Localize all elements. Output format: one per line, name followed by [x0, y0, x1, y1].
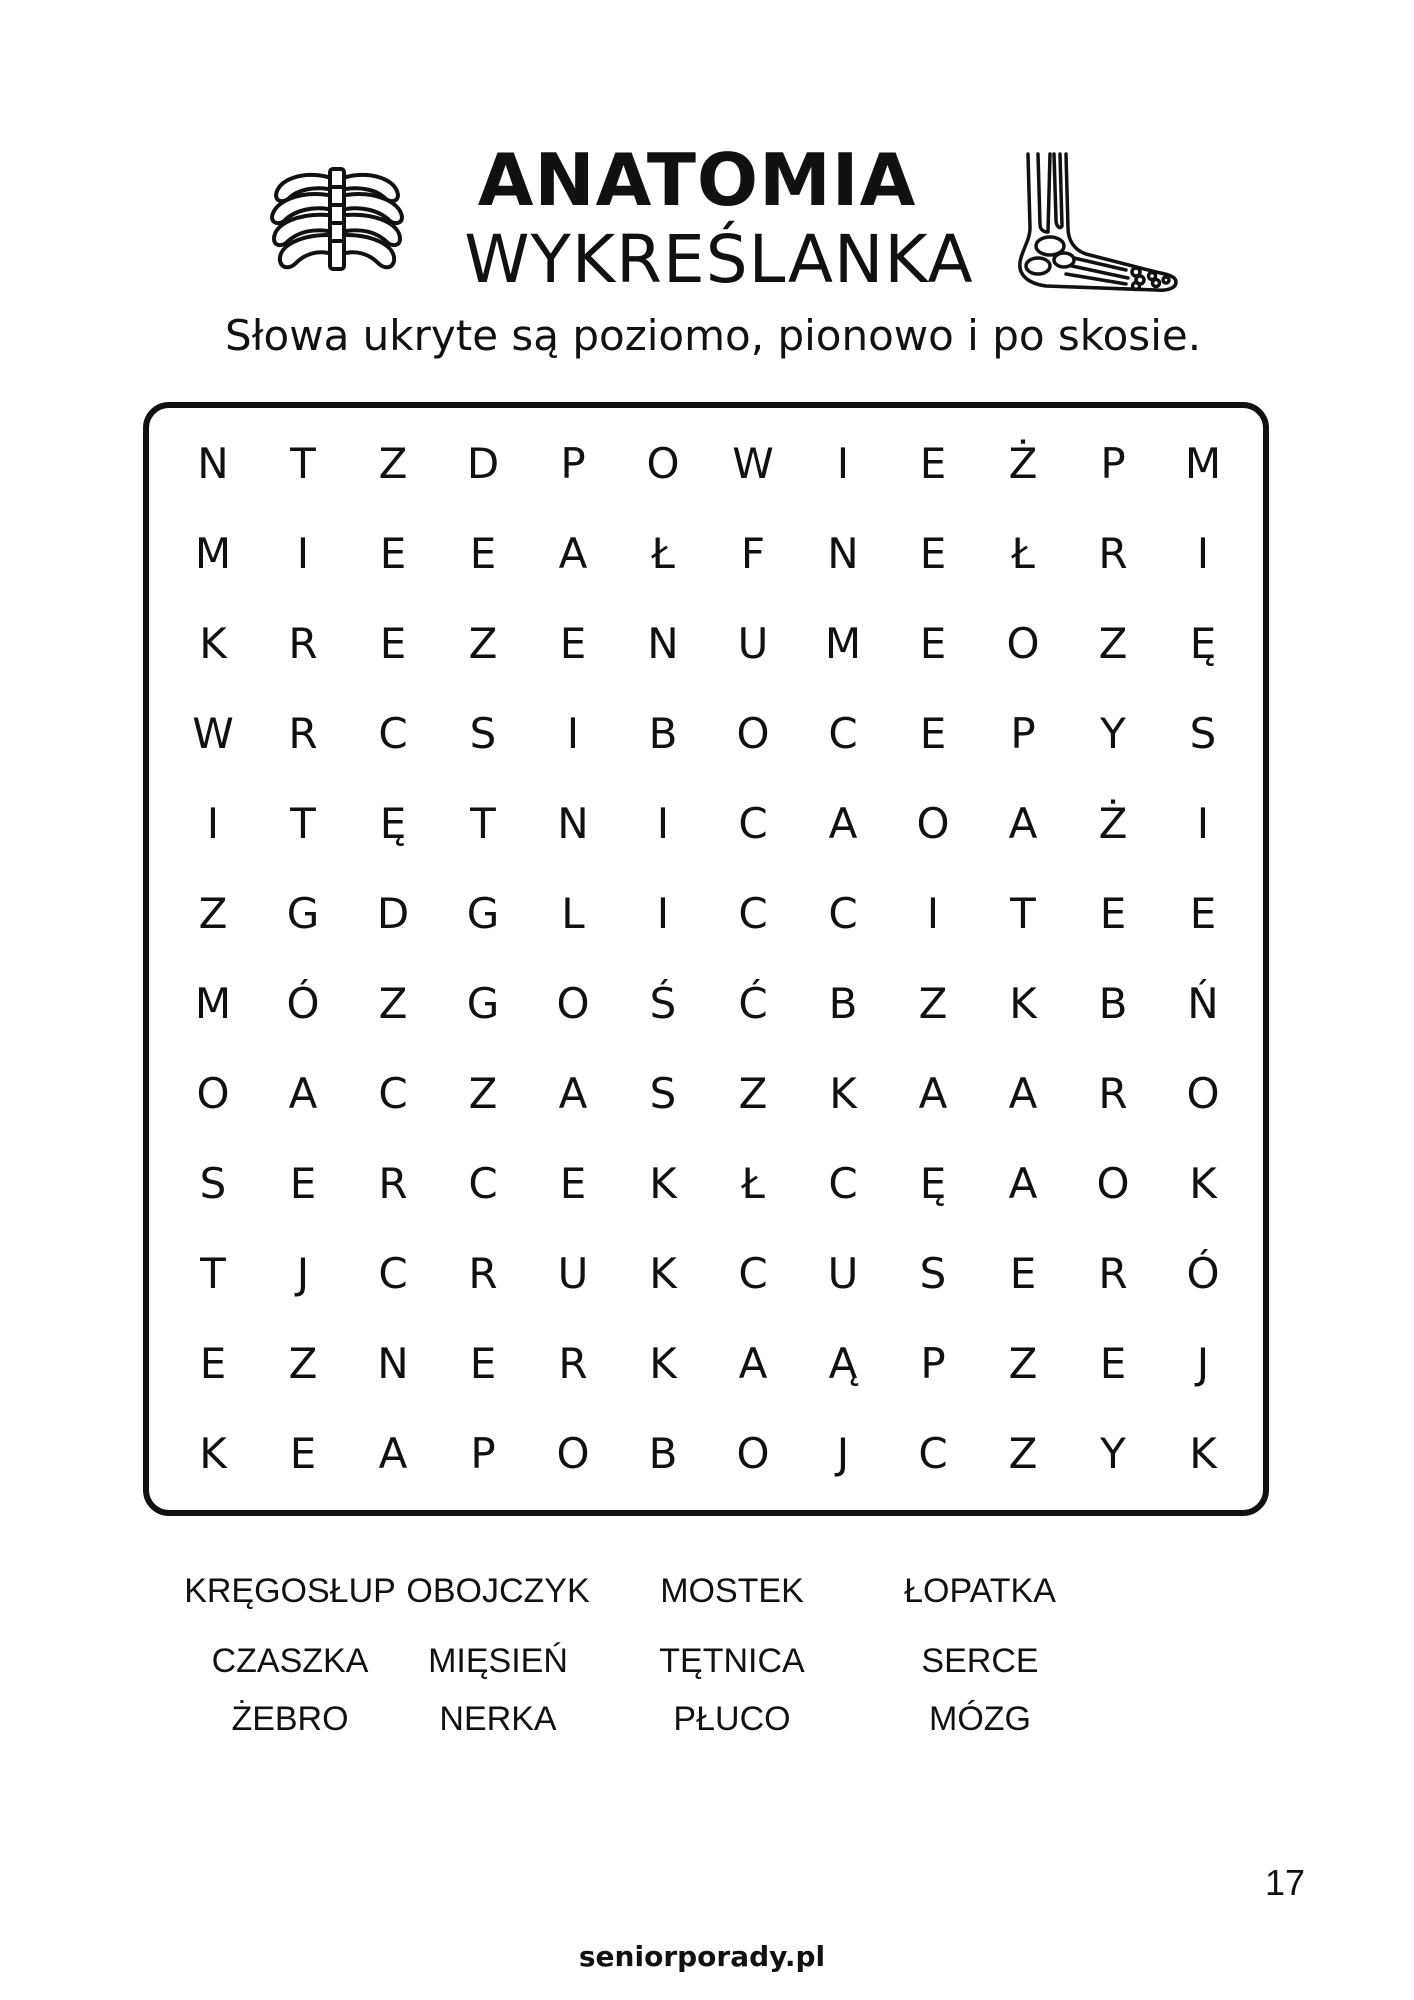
grid-letter[interactable]: C [738, 888, 768, 938]
grid-letter[interactable]: R [1098, 1248, 1128, 1298]
grid-letter[interactable]: Ę [379, 798, 407, 848]
word-to-find: NERKA [439, 1700, 557, 1738]
grid-letter[interactable]: M [824, 618, 862, 668]
grid-letter[interactable]: M [194, 528, 232, 578]
grid-letter[interactable]: I [656, 888, 670, 938]
grid-letter[interactable]: B [648, 1428, 678, 1478]
grid-letter[interactable]: A [828, 798, 858, 848]
grid-letter[interactable]: Ż [1008, 438, 1038, 488]
grid-letter[interactable]: K [1189, 1158, 1217, 1208]
word-to-find: OBOJCZYK [406, 1572, 590, 1610]
grid-letter[interactable]: Z [1008, 1428, 1038, 1478]
grid-letter[interactable]: Z [468, 618, 498, 668]
word-to-find: KRĘGOSŁUP [184, 1572, 396, 1610]
grid-letter[interactable]: A [288, 1068, 318, 1118]
grid-letter[interactable]: I [926, 888, 940, 938]
grid-letter[interactable]: C [738, 798, 768, 848]
grid-letter[interactable]: P [920, 1338, 946, 1388]
grid-letter[interactable]: E [559, 618, 587, 668]
grid-letter[interactable]: E [1099, 888, 1127, 938]
grid-letter[interactable]: U [827, 1248, 859, 1298]
grid-letter[interactable]: C [828, 888, 858, 938]
grid-letter[interactable]: Z [918, 978, 948, 1028]
grid-letter[interactable]: E [379, 528, 407, 578]
word-to-find: MIĘSIEŃ [428, 1642, 568, 1680]
word-to-find: MOSTEK [660, 1572, 804, 1610]
grid-letter[interactable]: Ę [1189, 618, 1217, 668]
grid-letter[interactable]: Ł [651, 528, 675, 578]
grid-letter[interactable]: C [468, 1158, 498, 1208]
grid-letter[interactable]: N [197, 438, 229, 488]
grid-letter[interactable]: A [558, 528, 588, 578]
grid-letter[interactable]: C [378, 1248, 408, 1298]
grid-letter[interactable]: O [556, 978, 590, 1028]
grid-letter[interactable]: A [558, 1068, 588, 1118]
word-to-find: PŁUCO [673, 1700, 791, 1738]
grid-letter[interactable]: E [469, 528, 497, 578]
grid-letter[interactable]: O [646, 438, 680, 488]
word-to-find: TĘTNICA [659, 1642, 805, 1680]
word-to-find: ŁOPATKA [904, 1572, 1056, 1610]
grid-letter[interactable]: A [1008, 1068, 1038, 1118]
grid-letter[interactable]: P [560, 438, 586, 488]
grid-letter[interactable]: I [1196, 798, 1210, 848]
grid-letter[interactable]: K [649, 1158, 677, 1208]
grid-letter[interactable]: G [466, 978, 500, 1028]
grid-letter[interactable]: Ą [828, 1338, 858, 1388]
grid-letter[interactable]: Ł [1011, 528, 1035, 578]
grid-letter[interactable]: Y [1100, 1428, 1126, 1478]
grid-letter[interactable]: K [199, 1428, 227, 1478]
word-to-find: CZASZKA [211, 1642, 369, 1680]
grid-letter[interactable]: A [918, 1068, 948, 1118]
grid-letter[interactable]: Z [1008, 1338, 1038, 1388]
grid-letter[interactable]: P [1100, 438, 1126, 488]
word-to-find: SERCE [921, 1642, 1039, 1680]
grid-letter[interactable]: Ś [649, 978, 677, 1028]
page-number: 17 [1265, 1862, 1306, 1903]
grid-letter[interactable]: R [468, 1248, 498, 1298]
grid-letter[interactable]: K [649, 1338, 677, 1388]
grid-letter[interactable]: U [737, 618, 769, 668]
grid-letter[interactable]: R [288, 708, 318, 758]
grid-letter[interactable]: E [919, 438, 947, 488]
grid-letter[interactable]: A [1008, 798, 1038, 848]
grid-letter[interactable]: O [1096, 1158, 1130, 1208]
grid-letter[interactable]: R [378, 1158, 408, 1208]
grid-letter[interactable]: B [828, 978, 858, 1028]
grid-letter[interactable]: A [378, 1428, 408, 1478]
instructions: Słowa ukryte są poziomo, pionowo i po skosie. [224, 311, 1202, 360]
grid-letter[interactable]: N [377, 1338, 409, 1388]
grid-letter[interactable]: A [738, 1338, 768, 1388]
grid-letter[interactable]: O [196, 1068, 230, 1118]
grid-letter[interactable]: E [1009, 1248, 1037, 1298]
grid-letter[interactable]: E [1099, 1338, 1127, 1388]
grid-letter[interactable]: E [1189, 888, 1217, 938]
grid-letter[interactable]: E [199, 1338, 227, 1388]
grid-letter[interactable]: G [466, 888, 500, 938]
grid-letter[interactable]: U [557, 1248, 589, 1298]
grid-letter[interactable]: S [199, 1158, 227, 1208]
grid-letter[interactable]: J [836, 1428, 850, 1478]
grid-letter[interactable]: B [1098, 978, 1128, 1028]
grid-letter[interactable]: P [470, 1428, 496, 1478]
grid-letter[interactable]: Ó [286, 978, 320, 1028]
grid-letter[interactable]: W [192, 708, 234, 758]
grid-letter[interactable]: N [557, 798, 589, 848]
grid-letter[interactable]: Z [738, 1068, 768, 1118]
grid-letter[interactable]: J [1196, 1338, 1210, 1388]
grid-letter[interactable]: G [286, 888, 320, 938]
grid-letter[interactable]: K [649, 1248, 677, 1298]
grid-letter[interactable]: T [290, 798, 316, 848]
grid-letter[interactable]: C [378, 1068, 408, 1118]
grid-letter[interactable]: R [1098, 1068, 1128, 1118]
grid-letter[interactable]: S [919, 1248, 947, 1298]
page-subtitle: WYKREŚLANKA [464, 221, 974, 298]
grid-letter[interactable]: D [466, 438, 500, 488]
grid-letter[interactable]: I [1196, 528, 1210, 578]
word-to-find: ŻEBRO [231, 1700, 349, 1738]
grid-letter[interactable]: R [1098, 528, 1128, 578]
footer-site: seniorporady.pl [578, 1940, 826, 1973]
grid-letter[interactable]: I [566, 708, 580, 758]
grid-letter[interactable]: Ó [1186, 1248, 1220, 1298]
grid-letter[interactable]: C [378, 708, 408, 758]
grid-letter[interactable]: J [296, 1248, 310, 1298]
grid-letter[interactable]: C [828, 708, 858, 758]
grid-letter[interactable]: E [919, 618, 947, 668]
grid-letter[interactable]: D [376, 888, 410, 938]
grid-letter[interactable]: C [918, 1428, 948, 1478]
grid-letter[interactable]: O [556, 1428, 590, 1478]
grid-letter[interactable]: Z [378, 438, 408, 488]
grid-letter[interactable]: Ć [738, 978, 768, 1028]
grid-letter[interactable]: E [559, 1158, 587, 1208]
grid-letter[interactable]: N [647, 618, 679, 668]
grid-letter[interactable]: K [199, 618, 227, 668]
grid-letter[interactable]: K [1189, 1428, 1217, 1478]
grid-letter[interactable]: O [736, 1428, 770, 1478]
grid-letter[interactable]: E [919, 528, 947, 578]
grid-letter[interactable]: S [469, 708, 497, 758]
grid-letter[interactable]: T [200, 1248, 226, 1298]
grid-letter[interactable]: E [379, 618, 407, 668]
grid-letter[interactable]: O [736, 708, 770, 758]
word-to-find: MÓZG [929, 1700, 1031, 1738]
grid-letter[interactable]: T [1010, 888, 1036, 938]
page-title: ANATOMIA [477, 138, 917, 222]
grid-letter[interactable]: E [919, 708, 947, 758]
grid-letter[interactable]: L [561, 888, 585, 938]
grid-letter[interactable]: W [732, 438, 774, 488]
grid-letter[interactable]: Ę [919, 1158, 947, 1208]
grid-letter[interactable]: P [1010, 708, 1036, 758]
grid-letter[interactable]: E [289, 1158, 317, 1208]
grid-letter[interactable]: Y [1100, 708, 1126, 758]
grid-letter[interactable]: R [288, 618, 318, 668]
grid-letter[interactable]: Ż [1098, 798, 1128, 848]
grid-letter[interactable]: Z [378, 978, 408, 1028]
grid-letter[interactable]: I [836, 438, 850, 488]
grid-letter[interactable]: M [1184, 438, 1222, 488]
grid-letter[interactable]: Z [1098, 618, 1128, 668]
grid-letter[interactable]: Z [198, 888, 228, 938]
grid-letter[interactable]: B [648, 708, 678, 758]
grid-letter[interactable]: E [469, 1338, 497, 1388]
ribcage-icon [268, 165, 406, 283]
grid-letter[interactable]: R [558, 1338, 588, 1388]
grid-letter[interactable]: O [916, 798, 950, 848]
grid-letter[interactable]: E [289, 1428, 317, 1478]
grid-letter[interactable]: Ł [741, 1158, 765, 1208]
grid-letter[interactable]: K [829, 1068, 857, 1118]
grid-letter[interactable]: S [1189, 708, 1217, 758]
grid-letter[interactable]: M [194, 978, 232, 1028]
grid-letter[interactable]: I [206, 798, 220, 848]
grid-letter[interactable]: C [828, 1158, 858, 1208]
grid-letter[interactable]: Ń [1187, 978, 1219, 1028]
grid-letter[interactable]: Z [288, 1338, 318, 1388]
grid-letter[interactable]: T [470, 798, 496, 848]
grid-letter[interactable]: I [296, 528, 310, 578]
grid-letter[interactable]: I [656, 798, 670, 848]
grid-letter[interactable]: F [740, 528, 766, 578]
grid-letter[interactable]: T [290, 438, 316, 488]
grid-letter[interactable]: K [1009, 978, 1037, 1028]
grid-letter[interactable]: N [827, 528, 859, 578]
grid-letter[interactable]: O [1006, 618, 1040, 668]
grid-letter[interactable]: Z [468, 1068, 498, 1118]
foot-skeleton-icon [1016, 150, 1186, 300]
letter-grid [168, 418, 1248, 1508]
grid-letter[interactable]: A [1008, 1158, 1038, 1208]
grid-letter[interactable]: C [738, 1248, 768, 1298]
grid-letter[interactable]: O [1186, 1068, 1220, 1118]
grid-letter[interactable]: S [649, 1068, 677, 1118]
